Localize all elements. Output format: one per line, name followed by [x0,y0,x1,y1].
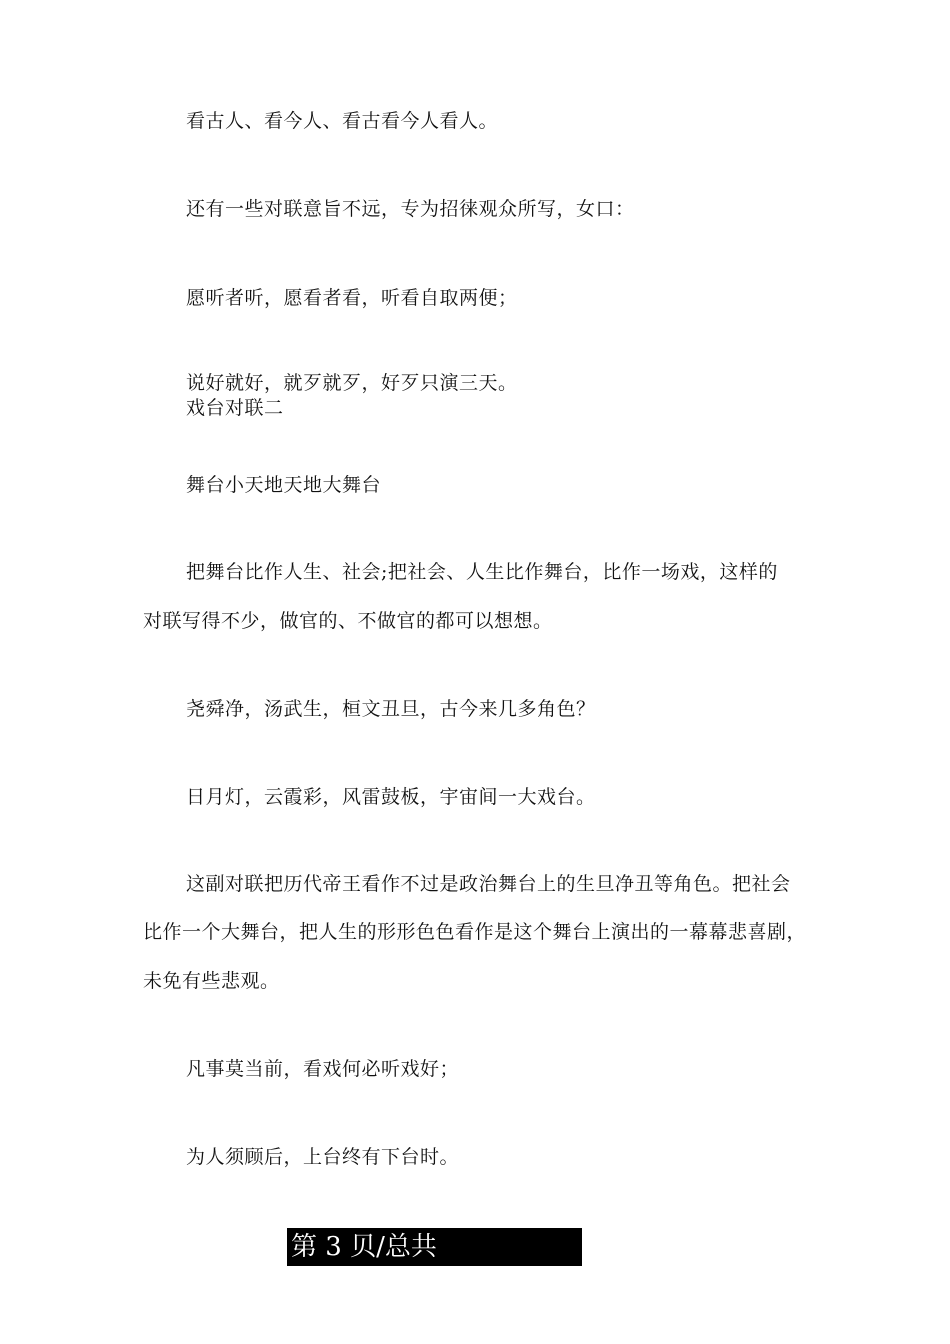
text-line: 比作一个大舞台，把人生的形形色色看作是这个舞台上演出的一幕幕悲喜剧， [143,921,807,943]
text-line: 对联写得不少，做官的、不做官的都可以想想。 [143,610,553,632]
page-footer [287,1228,582,1266]
text-line: 日月灯，云霞彩，风雷鼓板，宇宙间一大戏台。 [186,786,596,808]
text-line: 凡事莫当前，看戏何必听戏好； [186,1058,460,1080]
text-line: 这副对联把历代帝王看作不过是政治舞台上的生旦净丑等角色。把社会 [186,873,791,895]
text-line: 说好就好，就歹就歹，好歹只演三天。 [186,372,518,394]
text-line: 为人须顾后，上台终有下台时。 [186,1146,460,1168]
page-number-label: 第 3 贝/总共 [291,1232,437,1262]
text-line: 愿听者听，愿看者看，听看自取两便； [186,287,518,309]
text-line: 看古人、看今人、看古看今人看人。 [186,110,499,132]
text-line: 还有一些对联意旨不远，专为招徕观众所写，女口： [186,198,635,220]
section-heading: 戏台对联二 [186,397,284,419]
text-line: 舞台小天地天地大舞台 [186,474,382,496]
text-line: 尧舜净，汤武生，桓文丑旦，古今来几多角色？ [186,698,596,720]
text-line: 未免有些悲观。 [143,970,280,992]
text-line: 把舞台比作人生、社会;把社会、人生比作舞台，比作一场戏，这样的 [186,561,778,583]
